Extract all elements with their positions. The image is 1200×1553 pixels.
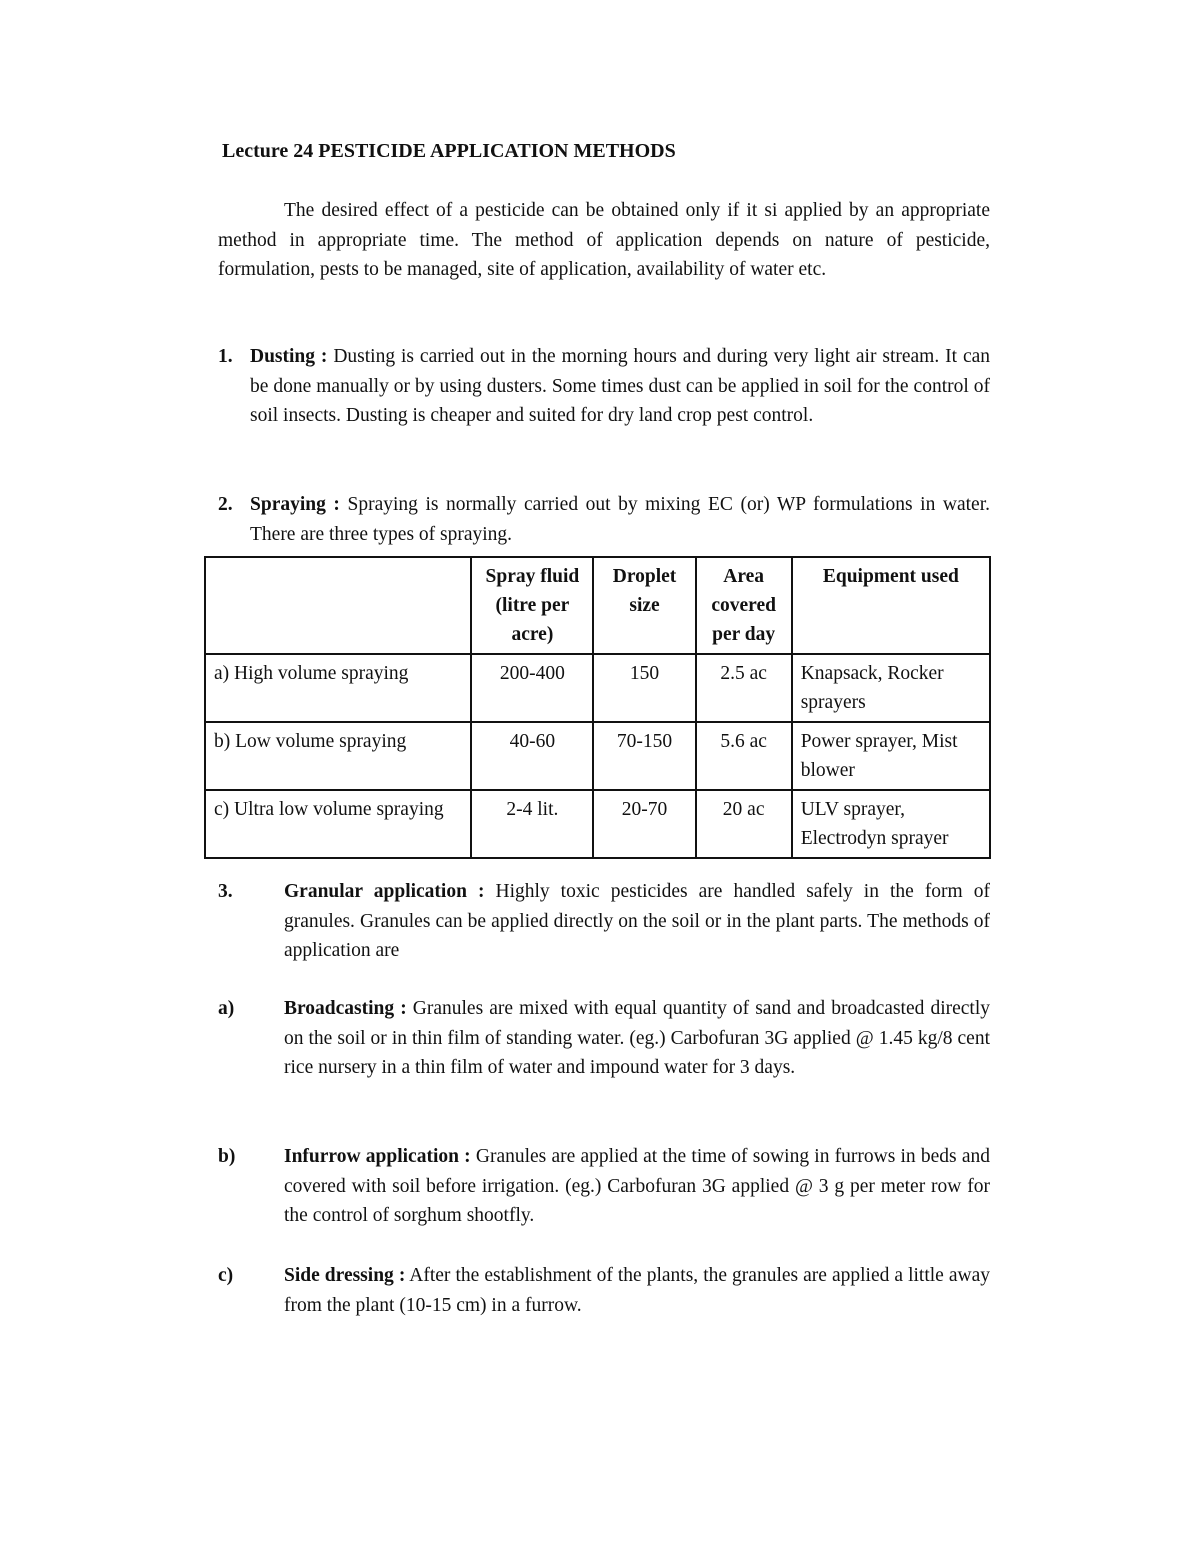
item-body (250, 490, 990, 549)
table-cell: 2.5 ac (696, 654, 792, 722)
table-cell: 150 (593, 654, 695, 722)
table-header-cell: Droplet size (593, 557, 695, 654)
method-broadcasting (218, 994, 990, 1083)
item-text: Spraying is normally carried out by mixing EC (or) WP formulations in water. There are three types of spraying. (250, 494, 991, 545)
intro-paragraph: The desired effect of a pesticide can be obtained only if it si applied by an appropriate method in appropriate time. The method of application depends on nature of pesticide, formulation, pests to be managed, site of application, availability of water etc. (218, 200, 990, 280)
table-cell: 20-70 (593, 790, 695, 858)
method-side-dressing (218, 1261, 990, 1320)
item-term: Spraying : (250, 494, 340, 515)
page-title: Lecture 24 PESTICIDE APPLICATION METHODS (222, 140, 676, 162)
item-body (284, 877, 990, 966)
item-number: b) (218, 1146, 236, 1167)
table-cell: Power sprayer, Mist blower (792, 722, 990, 790)
table-cell: 2-4 lit. (471, 790, 593, 858)
item-term: Dusting : (250, 346, 328, 367)
table-header-cell: Equipment used (792, 557, 990, 654)
item-spraying (218, 490, 990, 549)
table-header-cell (205, 557, 471, 654)
method-infurrow-application (218, 1142, 990, 1231)
item-body (250, 342, 990, 431)
table-cell: 200-400 (471, 654, 593, 722)
item-term: Side dressing : (284, 1265, 406, 1286)
item-term: Infurrow application : (284, 1146, 471, 1167)
table-cell: 5.6 ac (696, 722, 792, 790)
table-row (205, 790, 990, 858)
table-cell: Knapsack, Rocker sprayers (792, 654, 990, 722)
item-term: Granular application : (284, 881, 485, 902)
table-cell: 40-60 (471, 722, 593, 790)
table-cell: c) Ultra low volume spraying (205, 790, 471, 858)
table-cell: ULV sprayer, Electrodyn sprayer (792, 790, 990, 858)
item-text: Granules are applied at the time of sowing in furrows in beds and covered with soil before irrigation. (eg.) Carbofuran 3G applied @ 3 g per meter row for the control of sorghum shootfly. (284, 1146, 990, 1226)
item-number: 3. (218, 881, 233, 902)
spraying-table (204, 556, 991, 859)
item-number: a) (218, 998, 235, 1019)
item-body (284, 1261, 990, 1320)
item-term: Broadcasting : (284, 998, 407, 1019)
table-row (205, 722, 990, 790)
item-text: Dusting is carried out in the morning hours and during very light air stream. It can be done manually or by using dusters. Some times dust can be applied in soil for the control of soil insects. Dusting is cheaper and suited for dry land crop pest control. (250, 346, 990, 426)
item-body (284, 1142, 990, 1231)
table-header-cell: Area covered per day (696, 557, 792, 654)
item-number: c) (218, 1265, 234, 1286)
item-text: After the establishment of the plants, the granules are applied a little away from the plant (10-15 cm) in a furrow. (284, 1265, 991, 1316)
item-text: Granules are mixed with equal quantity of sand and broadcasted directly on the soil or in thin film of standing water. (eg.) Carbofuran 3G applied @ 1.45 kg/8 cent rice nursery in a thin film of water and impound water for 3 days. (284, 998, 990, 1078)
table-header-cell: Spray fluid (litre per acre) (471, 557, 593, 654)
item-body (284, 994, 990, 1083)
table-header-row (205, 557, 990, 654)
item-number: 2. (218, 494, 233, 515)
table-cell: 70-150 (593, 722, 695, 790)
item-text: Highly toxic pesticides are handled safely in the form of granules. Granules can be applied directly on the soil or in the plant parts. The methods of application are (284, 881, 990, 961)
item-dusting (218, 342, 990, 431)
item-number: 1. (218, 346, 233, 367)
table-cell: b) Low volume spraying (205, 722, 471, 790)
table-cell: 20 ac (696, 790, 792, 858)
table-row (205, 654, 990, 722)
item-granular-application (218, 877, 990, 966)
table-cell: a) High volume spraying (205, 654, 471, 722)
